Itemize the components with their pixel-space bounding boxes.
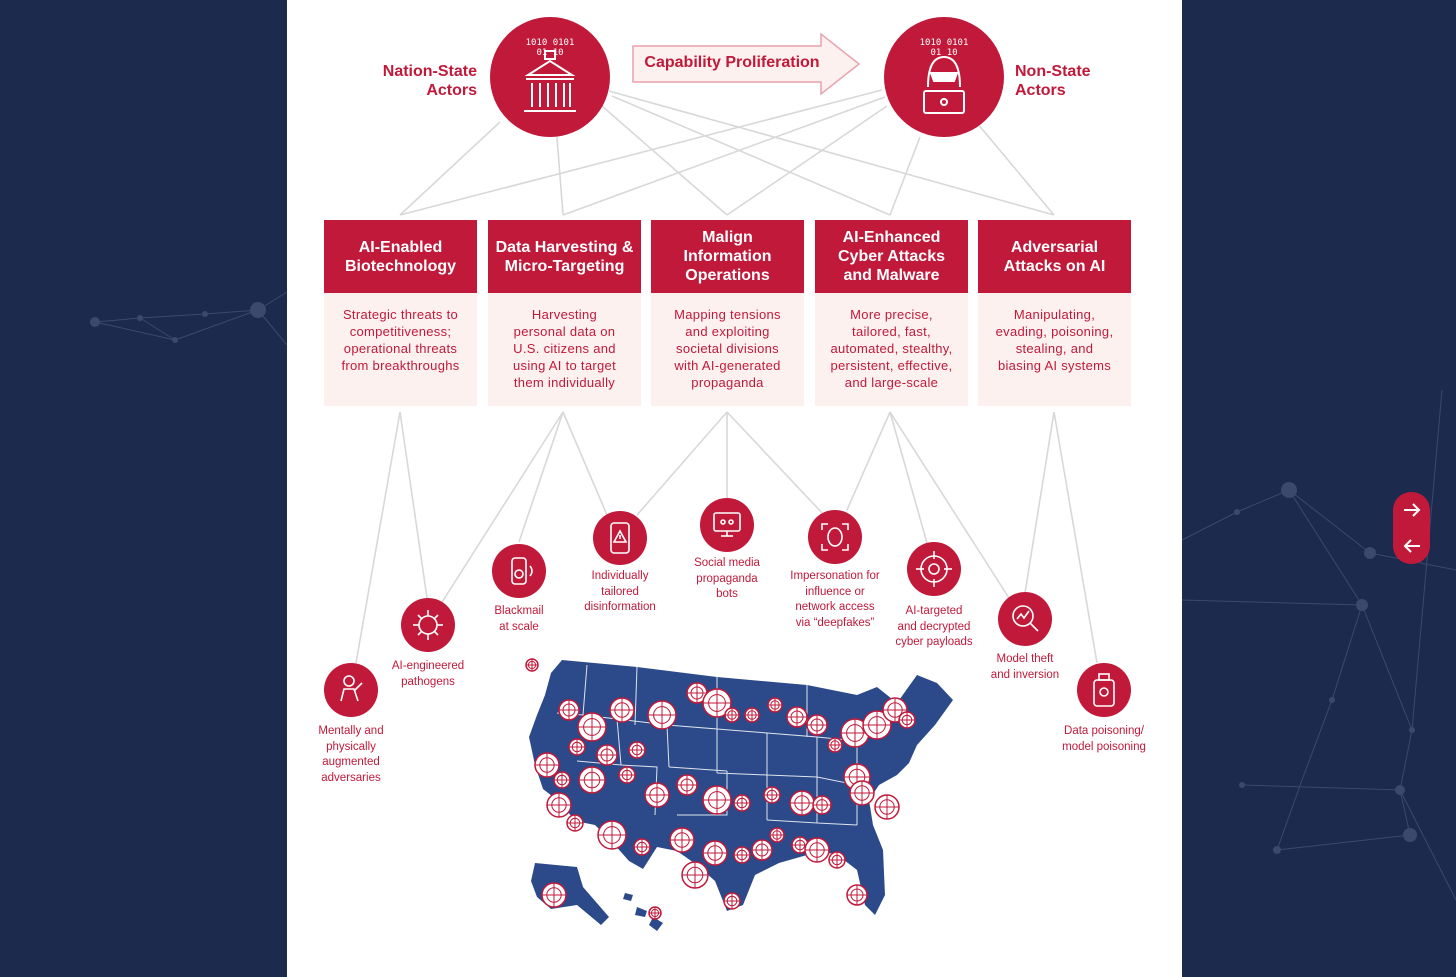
network-background-right (1182, 0, 1456, 977)
category-title: Malign Information Operations (651, 220, 804, 293)
category-title: Data Harvesting & Micro-Targeting (488, 220, 641, 293)
leaf-label-augmented: Mentally and physically augmented adversaries (318, 725, 384, 784)
category-data-harvesting (488, 220, 641, 406)
next-button[interactable] (1393, 492, 1430, 528)
category-adversarial-attacks (978, 220, 1131, 406)
category-title: Adversarial Attacks on AI (978, 220, 1131, 293)
category-description: Strategic threats to competitiveness; operational threats from breakthroughs (324, 293, 477, 406)
svg-text:01 10: 01 10 (930, 48, 958, 58)
leaf-label-blackmail: Blackmail at scale (494, 605, 544, 633)
leaf-label-data-poisoning: Data poisoning/ model poisoning (1062, 725, 1146, 753)
category-description: Mapping tensions and exploiting societal divisions with AI-generated propaganda (651, 293, 804, 406)
network-background-left (0, 0, 287, 977)
category-description: Harvesting personal data on U.S. citizens and using AI to target them individually (488, 293, 641, 406)
leaf-label-pathogens: AI-engineered pathogens (391, 660, 465, 688)
svg-text:1010 0101: 1010 0101 (525, 38, 575, 48)
leaf-label-disinformation: Individually tailored disinformation (584, 570, 656, 613)
leaf-label-model-theft: Model theft and inversion (990, 653, 1060, 681)
monitor-bots-icon (700, 498, 754, 552)
face-scan-icon (808, 510, 862, 564)
svg-text:1010 0101: 1010 0101 (919, 38, 969, 48)
category-description: Manipulating, evading, poisoning, stealing, and biasing AI systems (978, 293, 1131, 406)
diagram-panel (287, 0, 1182, 977)
arrow-right-icon (1403, 503, 1421, 517)
category-information-operations (651, 220, 804, 406)
prev-button[interactable] (1393, 528, 1430, 564)
phone-warning-icon (593, 511, 647, 565)
nation-state-icon (490, 17, 610, 137)
virus-icon (401, 598, 455, 652)
phone-speaker-icon (492, 544, 546, 598)
leaf-label-payloads: AI-targeted and decrypted cyber payloads (895, 605, 973, 648)
category-description: More precise, tailored, fast, automated, stealthy, persistent, effective, and large-scale (815, 293, 968, 406)
svg-text:01 10: 01 10 (536, 48, 564, 58)
us-map (517, 655, 957, 940)
non-state-icon (884, 17, 1004, 137)
poison-bottle-icon (1077, 663, 1131, 717)
magnifier-chart-icon (998, 592, 1052, 646)
category-biotechnology (324, 220, 477, 406)
arrow-left-icon (1403, 539, 1421, 553)
nation-state-label: Nation-State Actors (382, 63, 477, 99)
leaf-label-deepfakes: Impersonation for influence or network access via “deepfakes” (790, 570, 880, 629)
category-cyber-attacks (815, 220, 968, 406)
category-title: AI-Enhanced Cyber Attacks and Malware (815, 220, 968, 293)
leaf-label-bots: Social media propaganda bots (694, 557, 760, 600)
carousel-nav (1393, 492, 1430, 564)
category-title: AI-Enabled Biotechnology (324, 220, 477, 293)
proliferation-label: Capability Proliferation (644, 54, 820, 71)
target-bug-icon (907, 542, 961, 596)
non-state-label: Non-State Actors (1015, 63, 1091, 99)
